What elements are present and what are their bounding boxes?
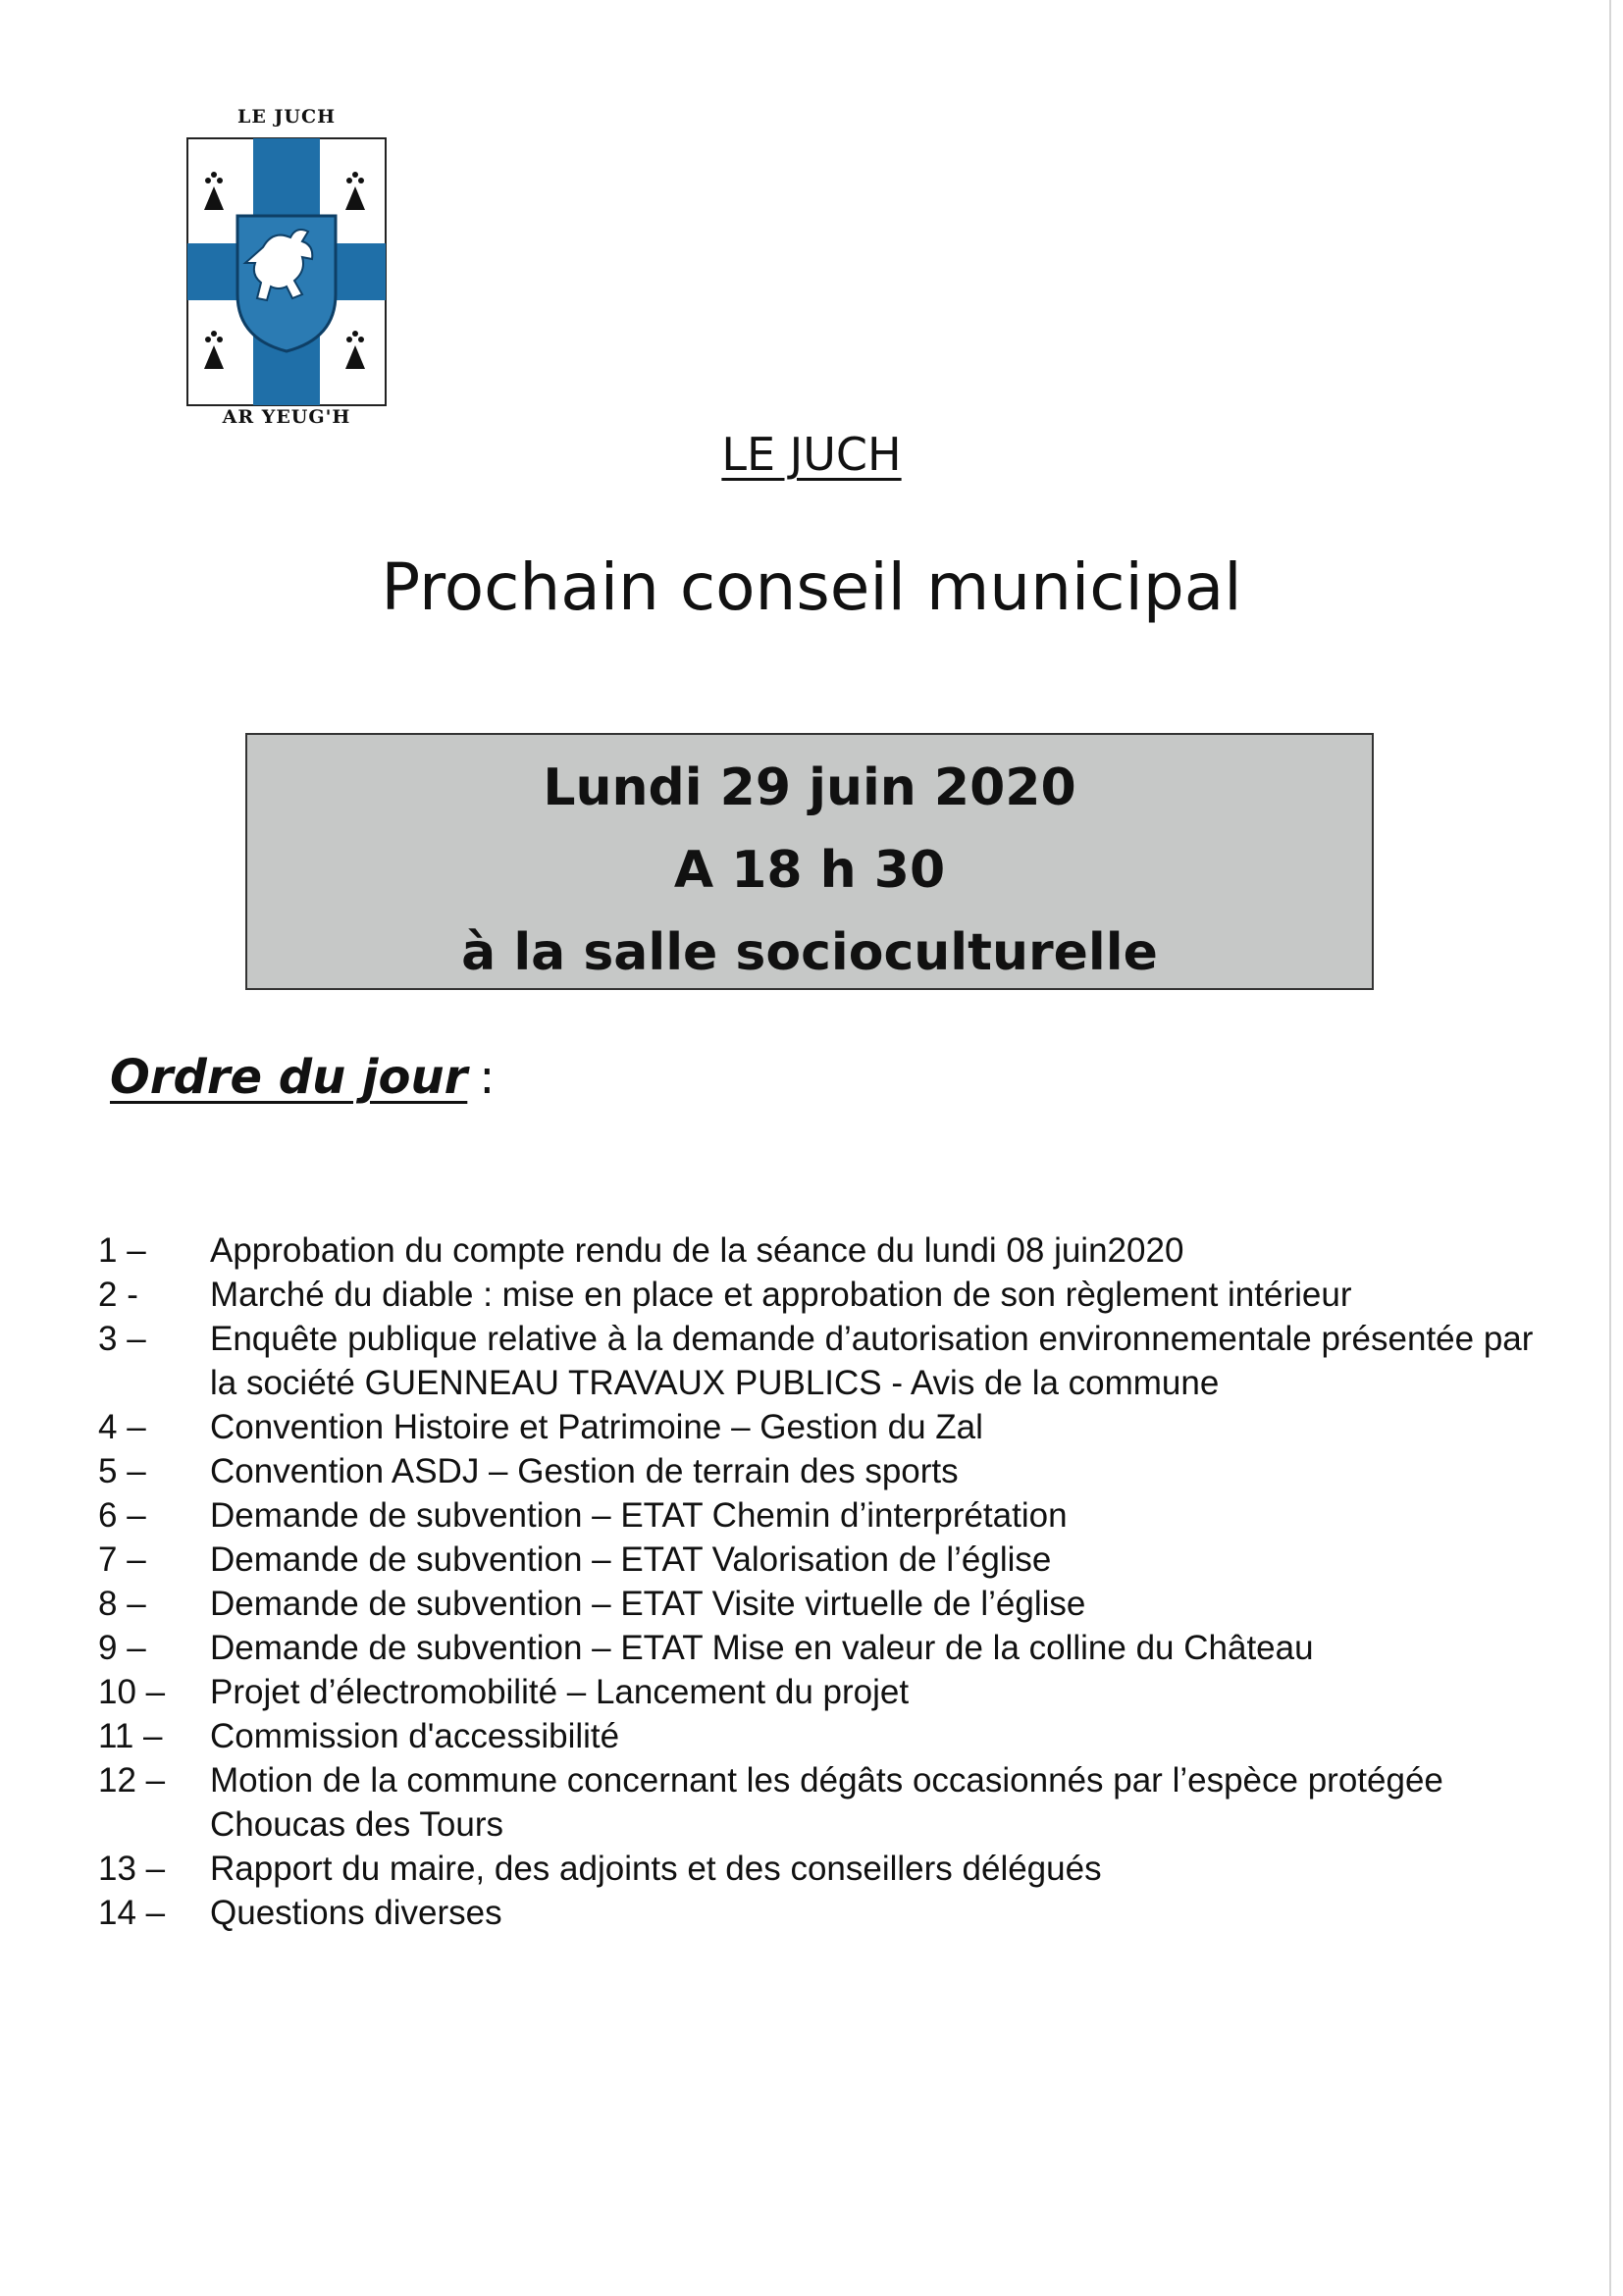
meeting-place: à la salle socioculturelle bbox=[461, 923, 1158, 982]
meeting-info-box bbox=[245, 733, 1374, 990]
agenda-item bbox=[98, 1626, 1550, 1670]
agenda-list bbox=[98, 1228, 1550, 1935]
agenda-item-number: 9 – bbox=[98, 1629, 146, 1667]
agenda-item-text: Demande de subvention – ETAT Mise en valeur de la colline du Château bbox=[210, 1629, 1314, 1667]
agenda-item-number: 3 – bbox=[98, 1320, 146, 1358]
agenda-item-number: 12 – bbox=[98, 1761, 166, 1800]
page-title: Prochain conseil municipal bbox=[381, 549, 1242, 625]
municipal-crest bbox=[183, 106, 391, 440]
agenda-item bbox=[98, 1582, 1550, 1626]
agenda-item-number: 5 – bbox=[98, 1452, 146, 1490]
agenda-item bbox=[98, 1317, 1550, 1405]
agenda-item-text: Convention Histoire et Patrimoine – Gestion du Zal bbox=[210, 1408, 983, 1446]
agenda-item bbox=[98, 1847, 1550, 1891]
agenda-item bbox=[98, 1670, 1550, 1714]
agenda-item-text: Convention ASDJ – Gestion de terrain des sports bbox=[210, 1452, 959, 1490]
agenda-item-number: 2 - bbox=[98, 1276, 138, 1314]
agenda-heading bbox=[110, 1050, 495, 1105]
agenda-item bbox=[98, 1891, 1550, 1935]
agenda-item bbox=[98, 1538, 1550, 1582]
agenda-item bbox=[98, 1228, 1550, 1273]
agenda-item bbox=[98, 1273, 1550, 1317]
agenda-item-number: 14 – bbox=[98, 1894, 166, 1932]
agenda-heading-colon: : bbox=[479, 1050, 496, 1105]
town-name-text: LE JUCH bbox=[721, 428, 902, 481]
agenda-item-text: Demande de subvention – ETAT Valorisation de l’église bbox=[210, 1540, 1052, 1579]
agenda-item-number: 6 – bbox=[98, 1496, 146, 1535]
agenda-item bbox=[98, 1493, 1550, 1538]
meeting-time: A 18 h 30 bbox=[673, 841, 946, 900]
agenda-item bbox=[98, 1405, 1550, 1449]
agenda-item-text: Enquête publique relative à la demande d’autorisation environnementale présentée par la société GUENNEAU TRAVAUX PUBLICS - Avis de la commune bbox=[210, 1320, 1534, 1402]
agenda-item-number: 13 – bbox=[98, 1850, 166, 1888]
agenda-item-text: Motion de la commune concernant les dégâts occasionnés par l’espèce protégée Choucas des Tours bbox=[210, 1761, 1443, 1844]
agenda-item-number: 11 – bbox=[98, 1717, 163, 1755]
agenda-item-number: 7 – bbox=[98, 1540, 146, 1579]
agenda-item-text: Approbation du compte rendu de la séance du lundi 08 juin2020 bbox=[210, 1231, 1184, 1270]
agenda-item-number: 8 – bbox=[98, 1585, 146, 1623]
town-name bbox=[0, 428, 1623, 481]
agenda-item-text: Commission d'accessibilité bbox=[210, 1717, 620, 1755]
meeting-date: Lundi 29 juin 2020 bbox=[543, 758, 1076, 817]
agenda-item-text: Marché du diable : mise en place et approbation de son règlement intérieur bbox=[210, 1276, 1352, 1314]
agenda-item-text: Projet d’électromobilité – Lancement du projet bbox=[210, 1673, 910, 1711]
agenda-item-text: Rapport du maire, des adjoints et des conseillers délégués bbox=[210, 1850, 1102, 1888]
crest-bottom-text: AR YEUG'H bbox=[222, 406, 351, 428]
agenda-item bbox=[98, 1758, 1550, 1847]
agenda-item-text: Questions diverses bbox=[210, 1894, 502, 1932]
coat-of-arms-icon bbox=[186, 137, 387, 406]
agenda-item-number: 4 – bbox=[98, 1408, 146, 1446]
crest-top-text: LE JUCH bbox=[236, 106, 337, 128]
agenda-heading-text: Ordre du jour bbox=[110, 1050, 468, 1105]
agenda-item-text: Demande de subvention – ETAT Chemin d’interprétation bbox=[210, 1496, 1068, 1535]
agenda-item bbox=[98, 1714, 1550, 1758]
agenda-item-text: Demande de subvention – ETAT Visite virtuelle de l’église bbox=[210, 1585, 1086, 1623]
agenda-item-number: 10 – bbox=[98, 1673, 166, 1711]
agenda-item bbox=[98, 1449, 1550, 1493]
agenda-item-number: 1 – bbox=[98, 1231, 146, 1270]
